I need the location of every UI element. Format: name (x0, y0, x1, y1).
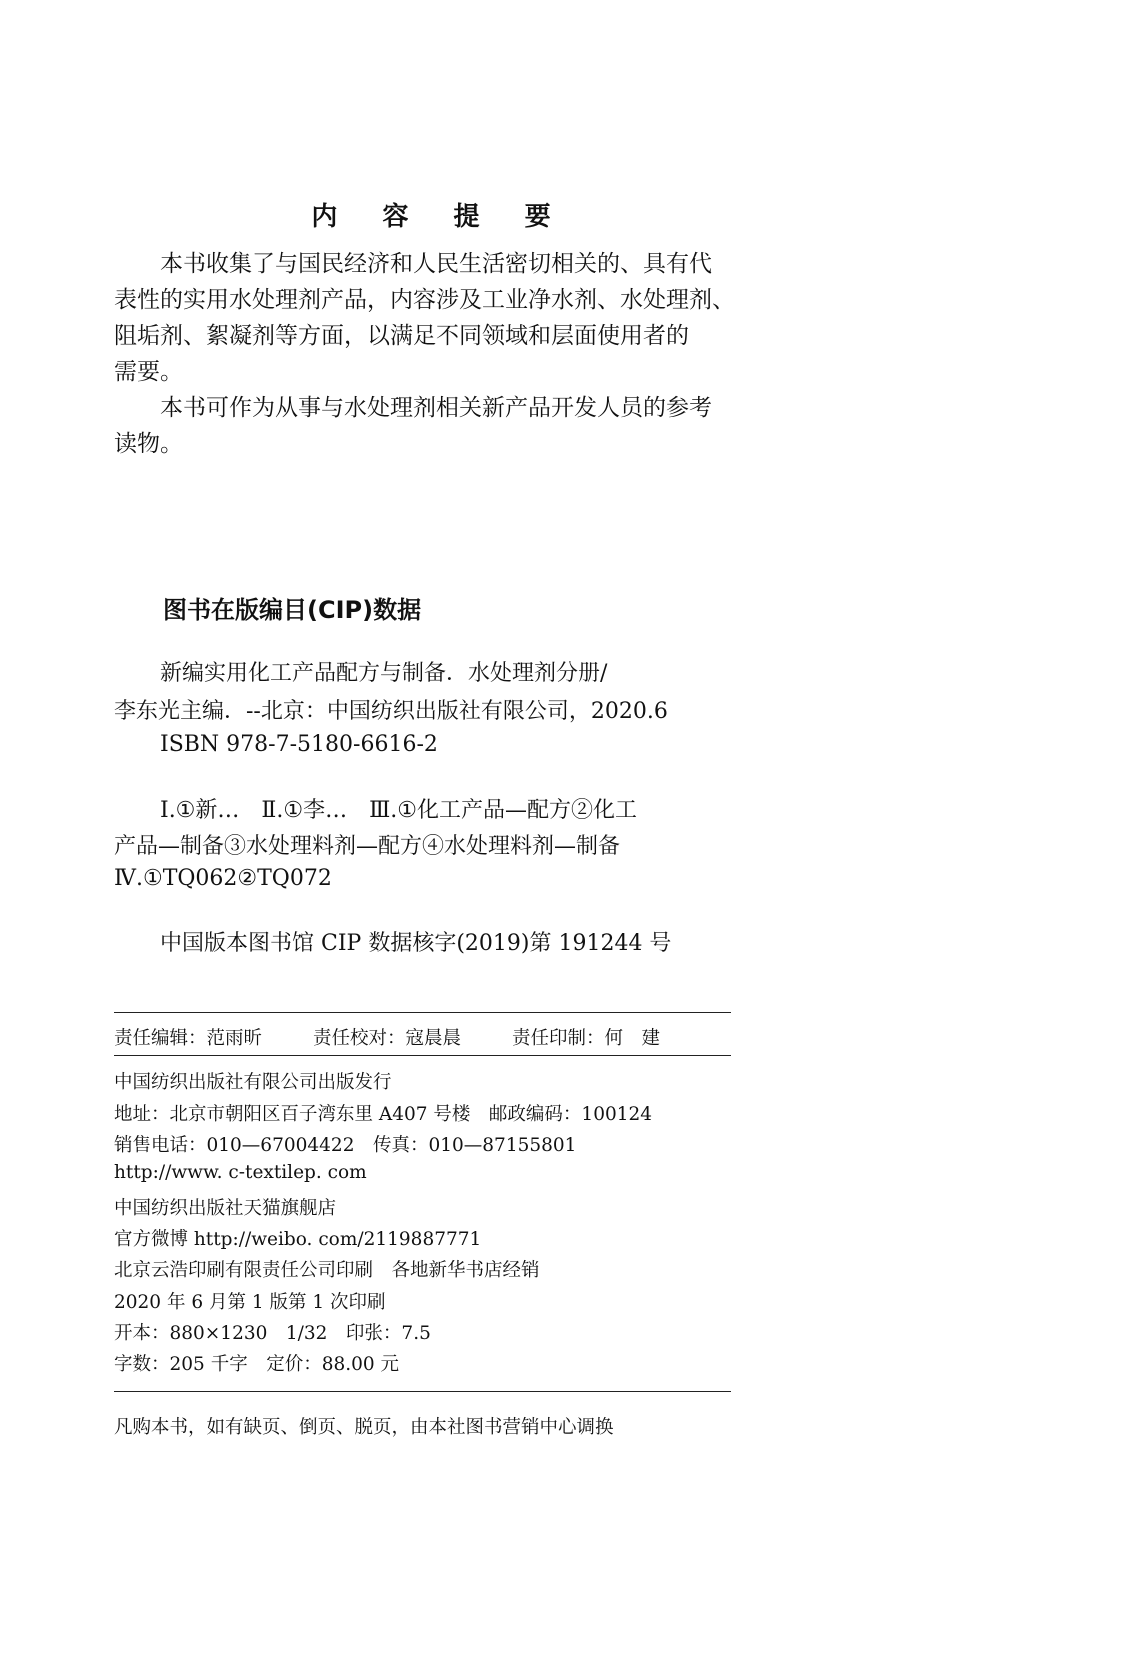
price-line: 字数：205 千字 定价：88.00 元 (114, 1354, 400, 1375)
summary-para1-line: 表性的实用水处理剂产品，内容涉及工业净水剂、水处理剂、 (114, 287, 735, 313)
publisher-address: 地址：北京市朝阳区百子湾东里 A407 号楼 邮政编码：100124 (114, 1104, 653, 1125)
publisher-website[interactable]: http://www. c-textilep. com (114, 1162, 367, 1183)
cip-entry-line: 新编实用化工产品配方与制备．水处理剂分册/ (160, 661, 608, 686)
edition-line: 2020 年 6 月第 1 版第 1 次印刷 (114, 1292, 386, 1313)
cip-entry-line: 李东光主编．--北京：中国纺织出版社有限公司，2020.6 (114, 699, 668, 724)
top-divider (114, 1012, 731, 1013)
publisher-phone: 销售电话：010—67004422 传真：010—87155801 (114, 1135, 577, 1156)
cip-subject-line: Ⅳ.①TQ062②TQ072 (114, 866, 332, 891)
publisher-line: 中国纺织出版社有限公司出版发行 (114, 1072, 392, 1093)
cip-subject-line: Ⅰ.①新… Ⅱ.①李… Ⅲ.①化工产品—配方②化工 (160, 798, 638, 823)
cip-subject-line: 产品—制备③水处理料剂—配方④水处理料剂—制备 (114, 834, 621, 859)
responsible-proofreader: 责任校对：寇晨晨 (313, 1028, 462, 1049)
responsible-printing: 责任印制：何 建 (512, 1028, 661, 1049)
cip-title: 图书在版编目(CIP)数据 (163, 596, 422, 624)
printer-line: 北京云浩印刷有限责任公司印刷 各地新华书店经销 (114, 1260, 540, 1281)
publisher-store: 中国纺织出版社天猫旗舰店 (114, 1198, 337, 1219)
exchange-notice: 凡购本书，如有缺页、倒页、脱页，由本社图书营销中心调换 (114, 1417, 614, 1438)
publisher-weibo[interactable]: 官方微博 http://weibo. com/2119887771 (114, 1229, 482, 1250)
summary-para1-line: 本书收集了与国民经济和人民生活密切相关的、具有代 (160, 251, 712, 277)
summary-para2-line: 本书可作为从事与水处理剂相关新产品开发人员的参考 (160, 395, 712, 421)
middle-divider (114, 1055, 731, 1056)
summary-para1-line: 需要。 (114, 359, 183, 385)
cip-approval: 中国版本图书馆 CIP 数据核字(2019)第 191244 号 (160, 931, 672, 956)
responsible-editor: 责任编辑：范雨昕 (114, 1028, 263, 1049)
cip-isbn: ISBN 978-7-5180-6616-2 (160, 732, 438, 757)
summary-title: 内 容 提 要 (311, 202, 569, 232)
bottom-divider (114, 1391, 731, 1392)
summary-para1-line: 阻垢剂、絮凝剂等方面，以满足不同领域和层面使用者的 (114, 323, 689, 349)
format-line: 开本：880×1230 1/32 印张：7.5 (114, 1323, 431, 1344)
summary-para2-line: 读物。 (114, 431, 183, 457)
